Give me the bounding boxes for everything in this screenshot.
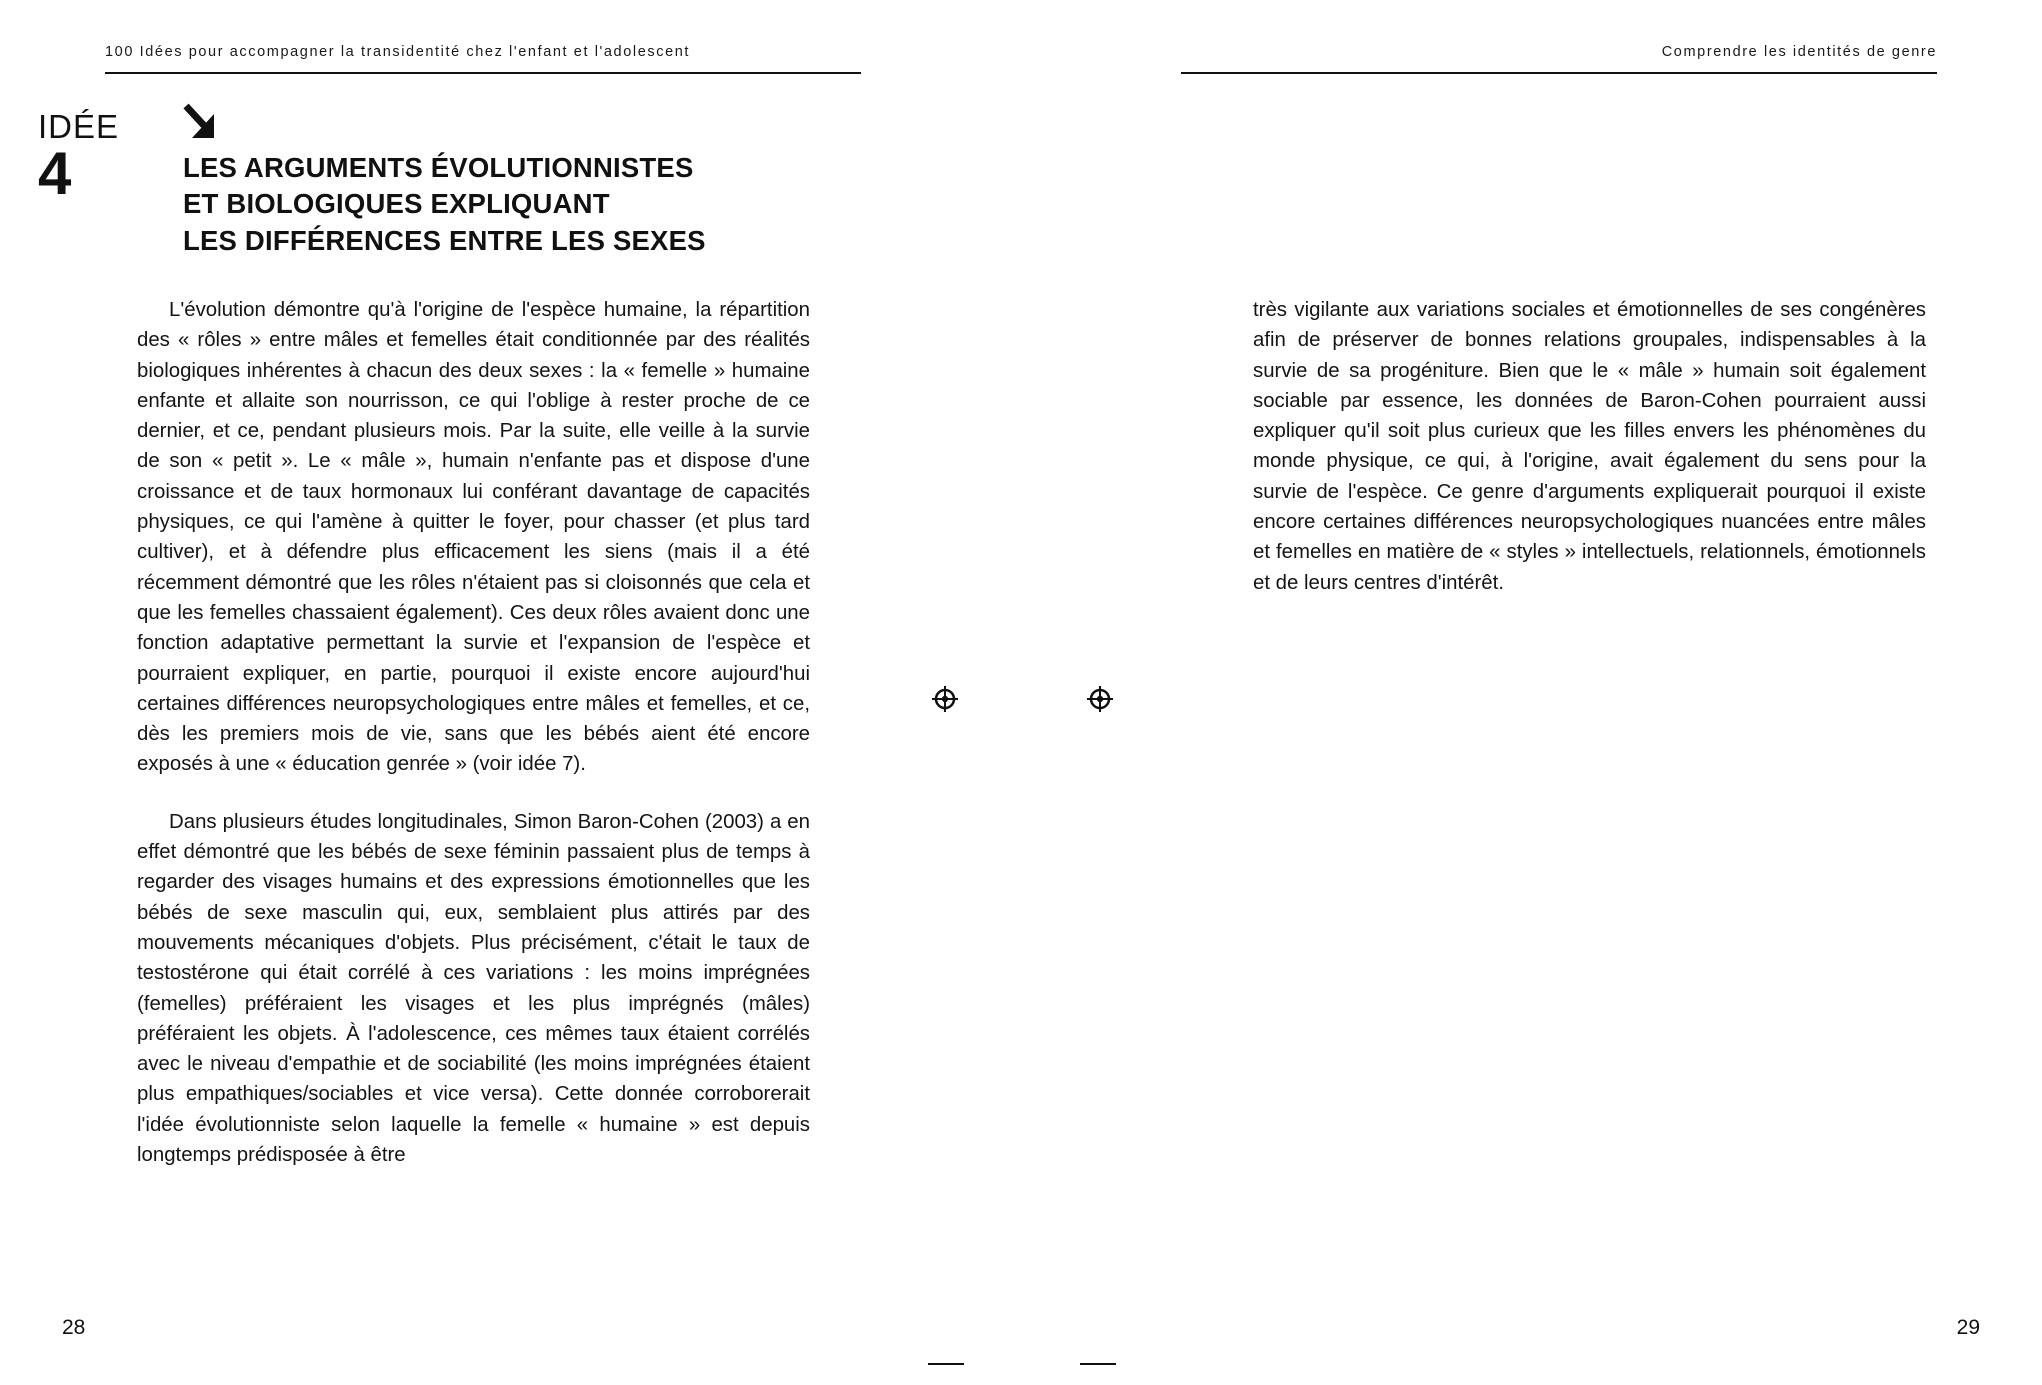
page-number-left: 28 — [62, 1316, 86, 1339]
running-head-left: 100 Idées pour accompagner la transidentité chez l'enfant et l'adolescent — [105, 44, 691, 60]
arrow-down-right-icon — [180, 102, 224, 146]
header-rule-left — [105, 72, 861, 74]
header-rule-right — [1181, 72, 1937, 74]
right-page — [1021, 0, 2042, 1385]
body-text-left — [137, 295, 810, 1170]
title-line-3: LES DIFFÉRENCES ENTRE LES SEXES — [183, 224, 706, 256]
registration-mark-icon — [1087, 686, 1113, 712]
trim-mark — [928, 1363, 964, 1365]
page-number-right: 29 — [1956, 1316, 1980, 1339]
idea-number: 4 — [38, 140, 72, 207]
running-head-right: Comprendre les identités de genre — [1661, 44, 1937, 60]
paragraph: L'évolution démontre qu'à l'origine de l'espèce humaine, la répartition des « rôles » entre mâles et femelles était conditionnée par des réalités biologiques inhérentes à chacun des deux sexes : la « femelle » humaine enfante et allaite son nourrisson, ce qui l'oblige à rester proche de ce dernier, et ce, pendant plusieurs mois. Par la suite, elle veille à la survie de son « petit ». Le « mâle », humain n'enfante pas et dispose d'une croissance et de taux hormonaux lui conférant davantage de capacités physiques, ce qui l'amène à quitter le foyer, pour chasser (et plus tard cultiver), et à défendre plus efficacement les siens (mais il a été récemment démontré que les rôles n'étaient pas si cloisonnés que cela et que les femelles chassaient également). Ces deux rôles avaient donc une fonction adaptative permettant la survie et l'expansion de l'espèce et pourraient expliquer, en partie, pourquoi il existe encore aujourd'hui certaines différences neuropsychologiques entre mâles et femelles, et ce, dès les premiers mois de vie, sans que les bébés aient été encore exposés à une « éducation genrée » (voir idée 7). — [137, 299, 810, 776]
paragraph: Dans plusieurs études longitudinales, Simon Baron-Cohen (2003) a en effet démontré que les bébés de sexe féminin passaient plus de temps à regarder des visages humains et des expressions émotionnelles que les bébés de sexe masculin qui, eux, semblaient plus attirés par des mouvements mécaniques d'objets. Plus précisément, c'était le taux de testostérone qui était corrélé à ces variations : les moins imprégnées (femelles) préféraient les visages et les plus imprégnés (mâles) préféraient les objets. À l'adolescence, ces mêmes taux étaient corrélés avec le niveau d'empathie et de sociabilité (les moins imprégnées étaient plus empathiques/sociables et vice versa). Cette donnée corroborerait l'idée évolutionniste selon laquelle la femelle « humaine » est depuis longtemps prédisposée à être — [137, 810, 810, 1167]
paragraph: très vigilante aux variations sociales et émotionnelles de ses congénères afin de préserver de bonnes relations groupales, indispensables à la survie de sa progéniture. Bien que le « mâle » humain soit également sociable par essence, les données de Baron-Cohen pourraient aussi expliquer qu'il soit plus curieux que les filles envers les phénomènes du monde physique, ce qui, à l'origine, avait également du sens pour la survie de l'espèce. Ce genre d'arguments expliquerait pourquoi il existe encore certaines différences neuropsychologiques nuancées entre mâles et femelles en matière de « styles » intellectuels, relationnels, émotionnels et de leurs centres d'intérêt. — [1253, 299, 1926, 594]
page-title — [183, 150, 883, 259]
title-line-2: ET BIOLOGIQUES EXPLIQUANT — [183, 188, 610, 220]
title-line-1: LES ARGUMENTS ÉVOLUTIONNISTES — [183, 152, 694, 183]
trim-mark — [1080, 1363, 1116, 1365]
body-text-right — [1253, 295, 1926, 598]
registration-mark-icon — [932, 686, 958, 712]
idea-label: IDÉE — [38, 108, 120, 145]
